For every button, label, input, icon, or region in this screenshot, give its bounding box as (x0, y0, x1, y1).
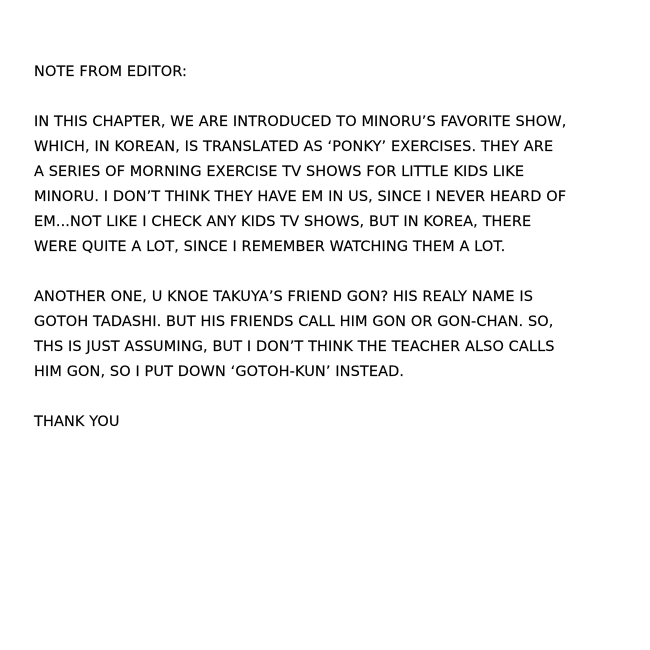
text-line: A SERIES OF MORNING EXERCISE TV SHOWS FOR LITTLE KIDS LIKE (34, 164, 525, 180)
text-line: EM...NOT LIKE I CHECK ANY KIDS TV SHOWS, BUT IN KOREA, THERE (34, 214, 532, 230)
text-line: HIM GON, SO I PUT DOWN ‘GOTOH-KUN’ INSTEAD. (34, 364, 405, 380)
text-line: WERE QUITE A LOT, SINCE I REMEMBER WATCHING THEM A LOT. (34, 239, 506, 255)
paragraph-minoru-show (34, 110, 619, 260)
text-line: GOTOH TADASHI. BUT HIS FRIENDS CALL HIM GON OR GON-CHAN. SO, (34, 314, 554, 330)
text-line: MINORU. I DON’T THINK THEY HAVE EM IN US, SINCE I NEVER HEARD OF (34, 189, 567, 205)
text-line: ANOTHER ONE, U KNOE TAKUYA’S FRIEND GON? HIS REALY NAME IS (34, 289, 534, 305)
note-heading: NOTE FROM EDITOR: (34, 64, 187, 80)
paragraph-gon-name (34, 285, 619, 385)
text-line: IN THIS CHAPTER, WE ARE INTRODUCED TO MINORU’S FAVORITE SHOW, (34, 114, 567, 130)
text-line: WHICH, IN KOREAN, IS TRANSLATED AS ‘PONKY’ EXERCISES. THEY ARE (34, 139, 554, 155)
text-line: THS IS JUST ASSUMING, BUT I DON’T THINK THE TEACHER ALSO CALLS (34, 339, 555, 355)
editor-note (34, 60, 619, 435)
closing-line: THANK YOU (34, 414, 120, 430)
